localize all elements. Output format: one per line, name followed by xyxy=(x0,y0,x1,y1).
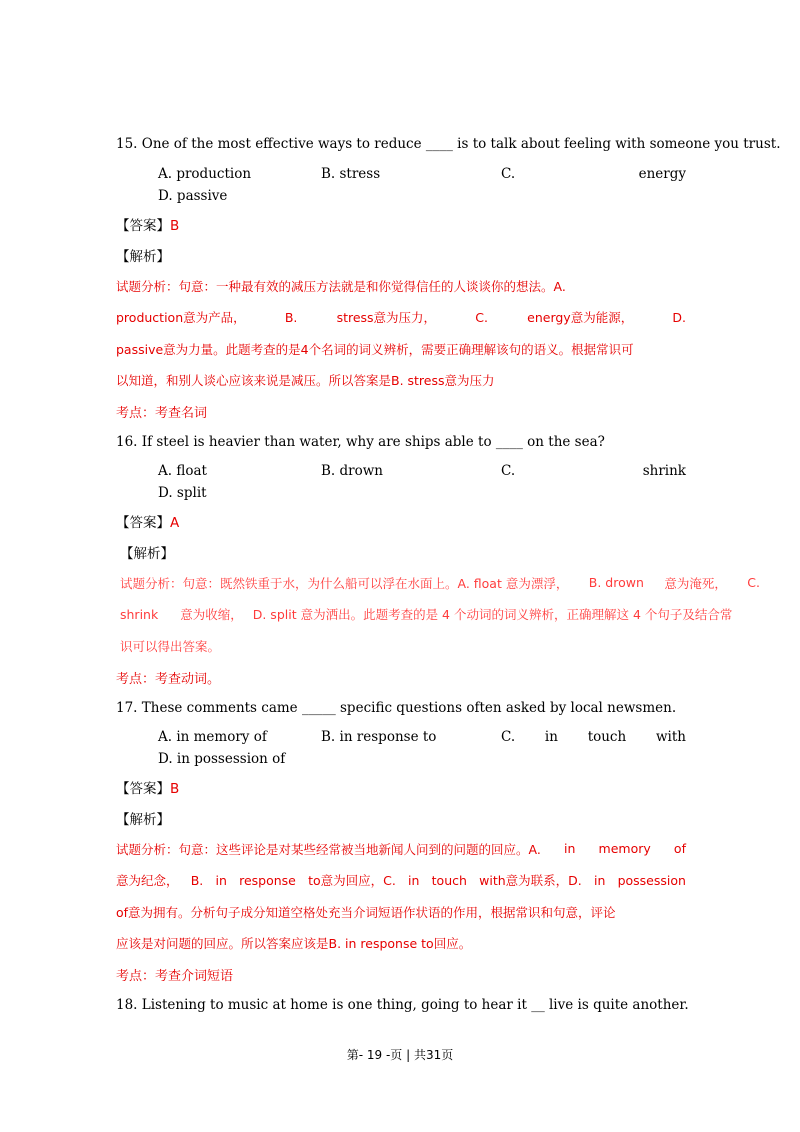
kaodian: 考点：考查动词。 xyxy=(116,672,221,687)
analysis-line: 试题分析：句意：一种最有效的减压方法就是和你觉得信任的人谈谈你的想法。A. xyxy=(116,278,566,294)
option-b: B. drown xyxy=(321,463,383,479)
option-a: A. production xyxy=(158,166,252,182)
question-15-options xyxy=(158,163,686,207)
analysis-text xyxy=(116,270,686,396)
analysis-text xyxy=(116,833,686,959)
analysis-line: 试题分析：句意：既然铁重于水，为什么船可以浮在水面上。A. float 意为漂浮， B. drown 意为淹死， C. xyxy=(120,575,760,591)
analysis-line: 试题分析：句意：这些评论是对某些经常被当地新闻人问到的问题的回应。A. in memory of xyxy=(116,841,686,857)
analysis-line: 识可以得出答案。 xyxy=(120,638,221,654)
page-footer: 第- 19 -页 | 共31页 xyxy=(346,1048,454,1062)
analysis-label: 【解析】 xyxy=(116,249,170,265)
kaodian: 考点：考查介词短语 xyxy=(116,969,234,984)
option-b: B. in response to xyxy=(321,729,437,745)
answer-value: B xyxy=(170,781,180,797)
analysis-line: of意为拥有。分析句子成分知道空格处充当介词短语作状语的作用，根据常识和句意，评论 xyxy=(116,904,616,920)
question-16-options xyxy=(158,460,686,504)
question-15-stem: 15. One of the most effective ways to reduce ____ is to talk about feeling with someone you trust. xyxy=(116,136,781,152)
option-c: C. in touch with xyxy=(501,729,686,745)
analysis-line: shrink 意为收缩， D. split 意为洒出。此题考查的是 4 个动词的词义辨析，正确理解这 4 个句子及结合常 xyxy=(120,606,733,623)
answer-label: 【答案】B xyxy=(116,781,180,797)
answer-value: B xyxy=(170,218,180,234)
analysis-label: 【解析】 xyxy=(120,546,174,562)
option-a: A. float xyxy=(158,463,207,479)
analysis-line: 意为纪念， B. in response to意为回应，C. in touch with意为联系，D. in possession xyxy=(116,872,686,889)
analysis-line: passive意为力量。此题考查的是4个名词的词义辨析，需要正确理解该句的语义。根据常识可 xyxy=(116,341,634,357)
analysis-line: production意为产品， B. stress意为压力， C. energy意为能源， D. xyxy=(116,309,686,326)
question-16-stem: 16. If steel is heavier than water, why are ships able to ____ on the sea? xyxy=(116,434,605,450)
option-d: D. in possession of xyxy=(158,751,286,767)
analysis-text xyxy=(120,567,760,662)
option-b: B. stress xyxy=(321,166,381,182)
option-d: D. passive xyxy=(158,188,228,204)
option-a: A. in memory of xyxy=(158,729,267,745)
answer-label: 【答案】B xyxy=(116,218,180,234)
option-c: C. shrink xyxy=(501,463,686,479)
analysis-label: 【解析】 xyxy=(116,812,170,828)
option-d: D. split xyxy=(158,485,207,501)
kaodian: 考点：考查名词 xyxy=(116,406,208,421)
question-17-options xyxy=(158,726,686,770)
analysis-line: 以知道，和别人谈心应该来说是减压。所以答案是B. stress意为压力 xyxy=(116,373,495,389)
option-c: C. energy xyxy=(501,166,686,182)
answer-label: 【答案】A xyxy=(116,515,180,531)
analysis-line: 应该是对问题的回应。所以答案应该是B. in response to回应。 xyxy=(116,936,472,952)
answer-value: A xyxy=(170,515,180,531)
question-17-stem: 17. These comments came _____ specific questions often asked by local newsmen. xyxy=(116,700,677,716)
question-18-stem: 18. Listening to music at home is one thing, going to hear it __ live is quite another. xyxy=(116,997,689,1013)
